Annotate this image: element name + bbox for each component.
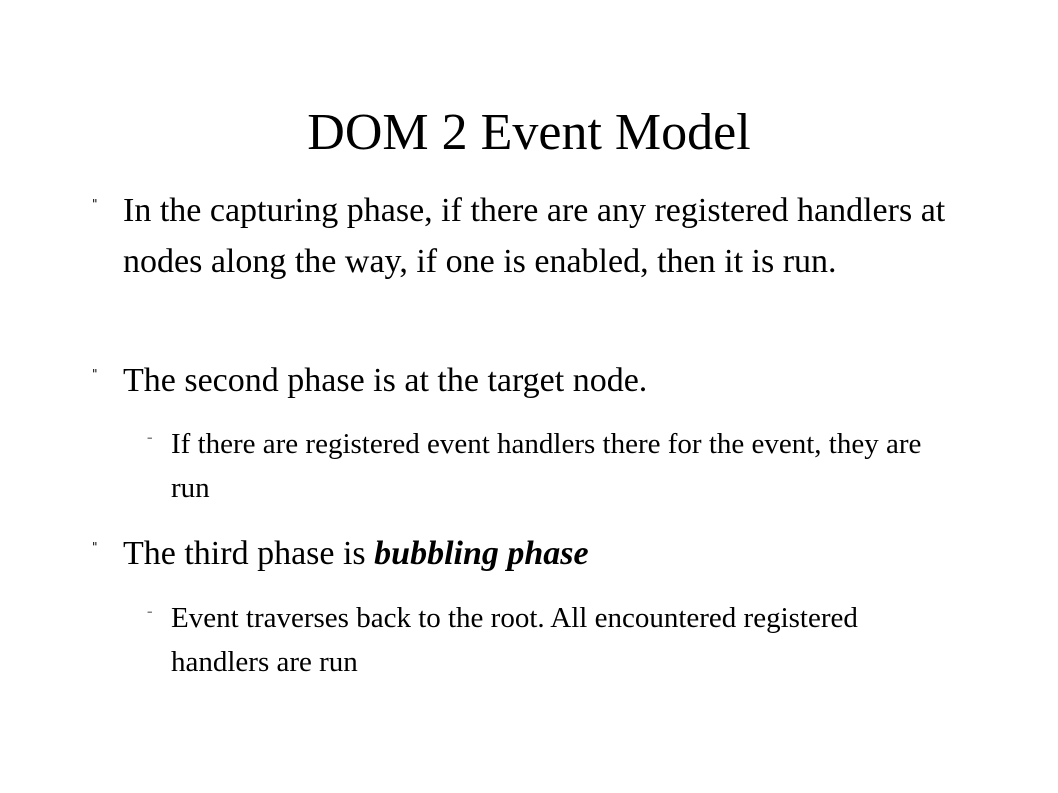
sub-bullet-marker: – bbox=[147, 605, 153, 618]
bullet-text: The second phase is at the target node. bbox=[123, 362, 648, 399]
bullet-marker: " bbox=[92, 540, 98, 554]
sub-bullet-text: Event traverses back to the root. All encountered registered handlers are run bbox=[171, 602, 858, 678]
bullet-text-emphasis: bubbling phase bbox=[374, 535, 589, 572]
bullet-text: In the capturing phase, if there are any registered handlers at nodes along the way, if one is enabled, then it is run. bbox=[123, 192, 946, 280]
sub-bullet-text: If there are registered event handlers there for the event, they are run bbox=[171, 428, 922, 504]
sub-bullet-marker: – bbox=[147, 431, 153, 444]
slide-title: DOM 2 Event Model bbox=[307, 104, 751, 161]
bullet-marker: " bbox=[92, 197, 98, 211]
bullet-marker: " bbox=[92, 367, 98, 381]
bullet-text bbox=[123, 528, 983, 579]
bullet-text-prefix: The third phase is bbox=[123, 535, 375, 572]
